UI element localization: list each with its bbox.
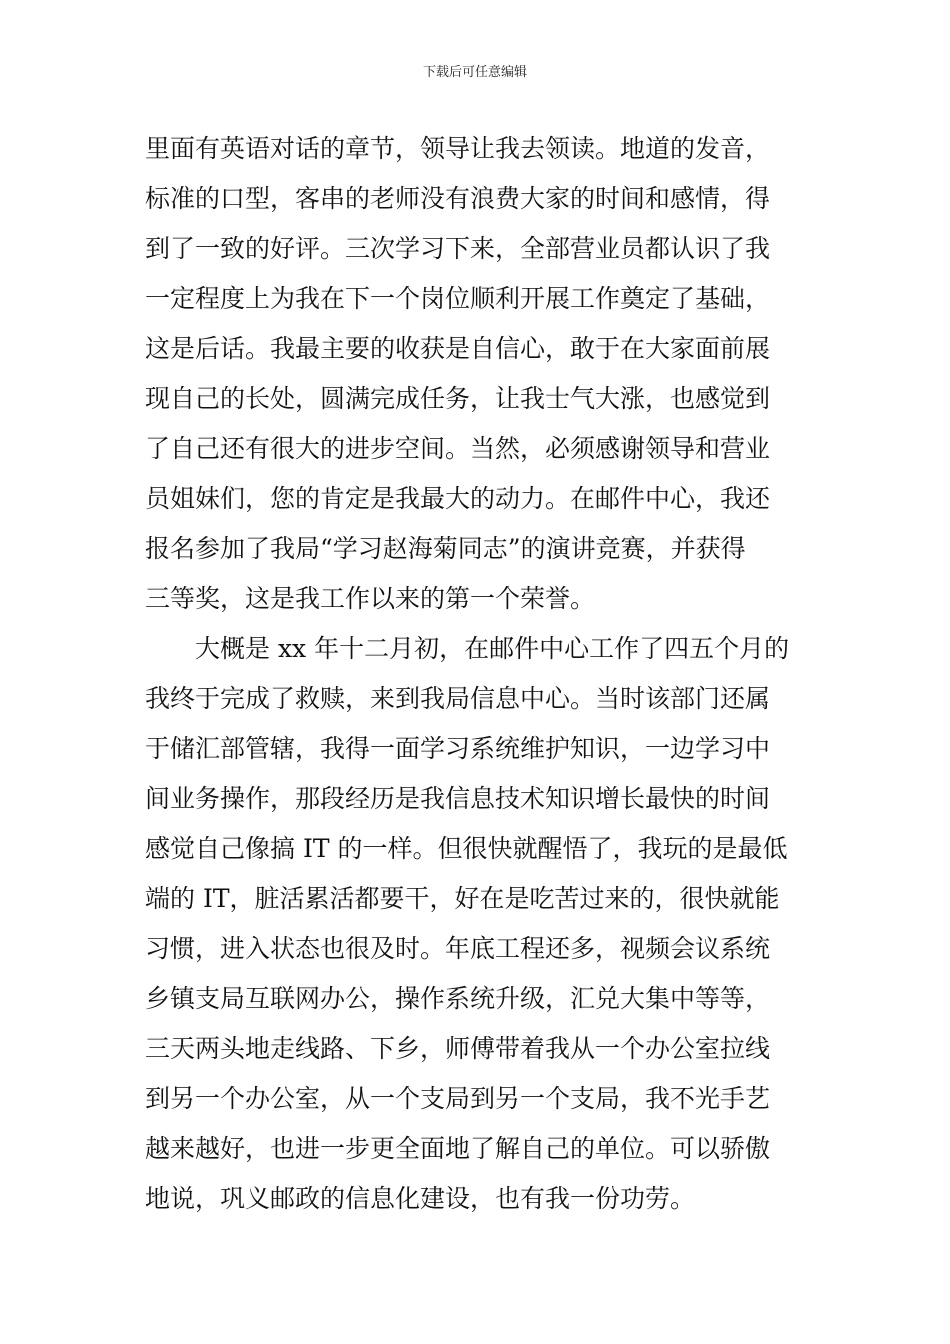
paragraph-line: 间业务操作，那段经历是我信息技术知识增长最快的时间 bbox=[145, 784, 771, 813]
paragraph-line: 于储汇部管辖，我得一面学习系统维护知识，一边学习中 bbox=[145, 734, 771, 763]
paragraph-line: 大概是 xx 年十二月初，在邮件中心工作了四五个月的 bbox=[195, 634, 790, 663]
paragraph-line: 三天两头地走线路、下乡，师傅带着我从一个办公室拉线 bbox=[145, 1034, 771, 1063]
document-body bbox=[145, 124, 815, 1224]
paragraph-line: 我终于完成了救赎，来到我局信息中心。当时该部门还属 bbox=[145, 684, 771, 713]
paragraph-line: 端的 IT，脏活累活都要干，好在是吃苦过来的，很快就能 bbox=[145, 884, 780, 913]
paragraph-line: 三等奖，这是我工作以来的第一个荣誉。 bbox=[145, 584, 596, 613]
paragraph-line: 地说，巩义邮政的信息化建设，也有我一份功劳。 bbox=[145, 1184, 696, 1213]
paragraph-line: 习惯，进入状态也很及时。年底工程还多，视频会议系统 bbox=[145, 934, 771, 963]
paragraph-line: 越来越好，也进一步更全面地了解自己的单位。可以骄傲 bbox=[145, 1134, 771, 1163]
page-header: 下载后可任意编辑 bbox=[422, 65, 527, 80]
paragraph-2 bbox=[145, 624, 815, 1224]
paragraph-1 bbox=[145, 124, 815, 624]
paragraph-line: 到了一致的好评。三次学习下来，全部营业员都认识了我 bbox=[145, 234, 771, 263]
paragraph-line: 里面有英语对话的章节，领导让我去领读。地道的发音， bbox=[145, 134, 771, 163]
paragraph-line: 报名参加了我局“学习赵海菊同志”的演讲竞赛，并获得 bbox=[145, 534, 746, 563]
paragraph-line: 这是后话。我最主要的收获是自信心，敢于在大家面前展 bbox=[145, 334, 771, 363]
paragraph-line: 现自己的长处，圆满完成任务，让我士气大涨，也感觉到 bbox=[145, 384, 771, 413]
paragraph-line: 感觉自己像搞 IT 的一样。但很快就醒悟了，我玩的是最低 bbox=[145, 834, 788, 863]
paragraph-line: 标准的口型，客串的老师没有浪费大家的时间和感情，得 bbox=[145, 184, 771, 213]
paragraph-line: 到另一个办公室，从一个支局到另一个支局，我不光手艺 bbox=[145, 1084, 771, 1113]
paragraph-line: 一定程度上为我在下一个岗位顺利开展工作奠定了基础， bbox=[145, 284, 771, 313]
paragraph-line: 员姐妹们，您的肯定是我最大的动力。在邮件中心，我还 bbox=[145, 484, 771, 513]
paragraph-line: 乡镇支局互联网办公，操作系统升级，汇兑大集中等等， bbox=[145, 984, 771, 1013]
paragraph-line: 了自己还有很大的进步空间。当然，必须感谢领导和营业 bbox=[145, 434, 771, 463]
